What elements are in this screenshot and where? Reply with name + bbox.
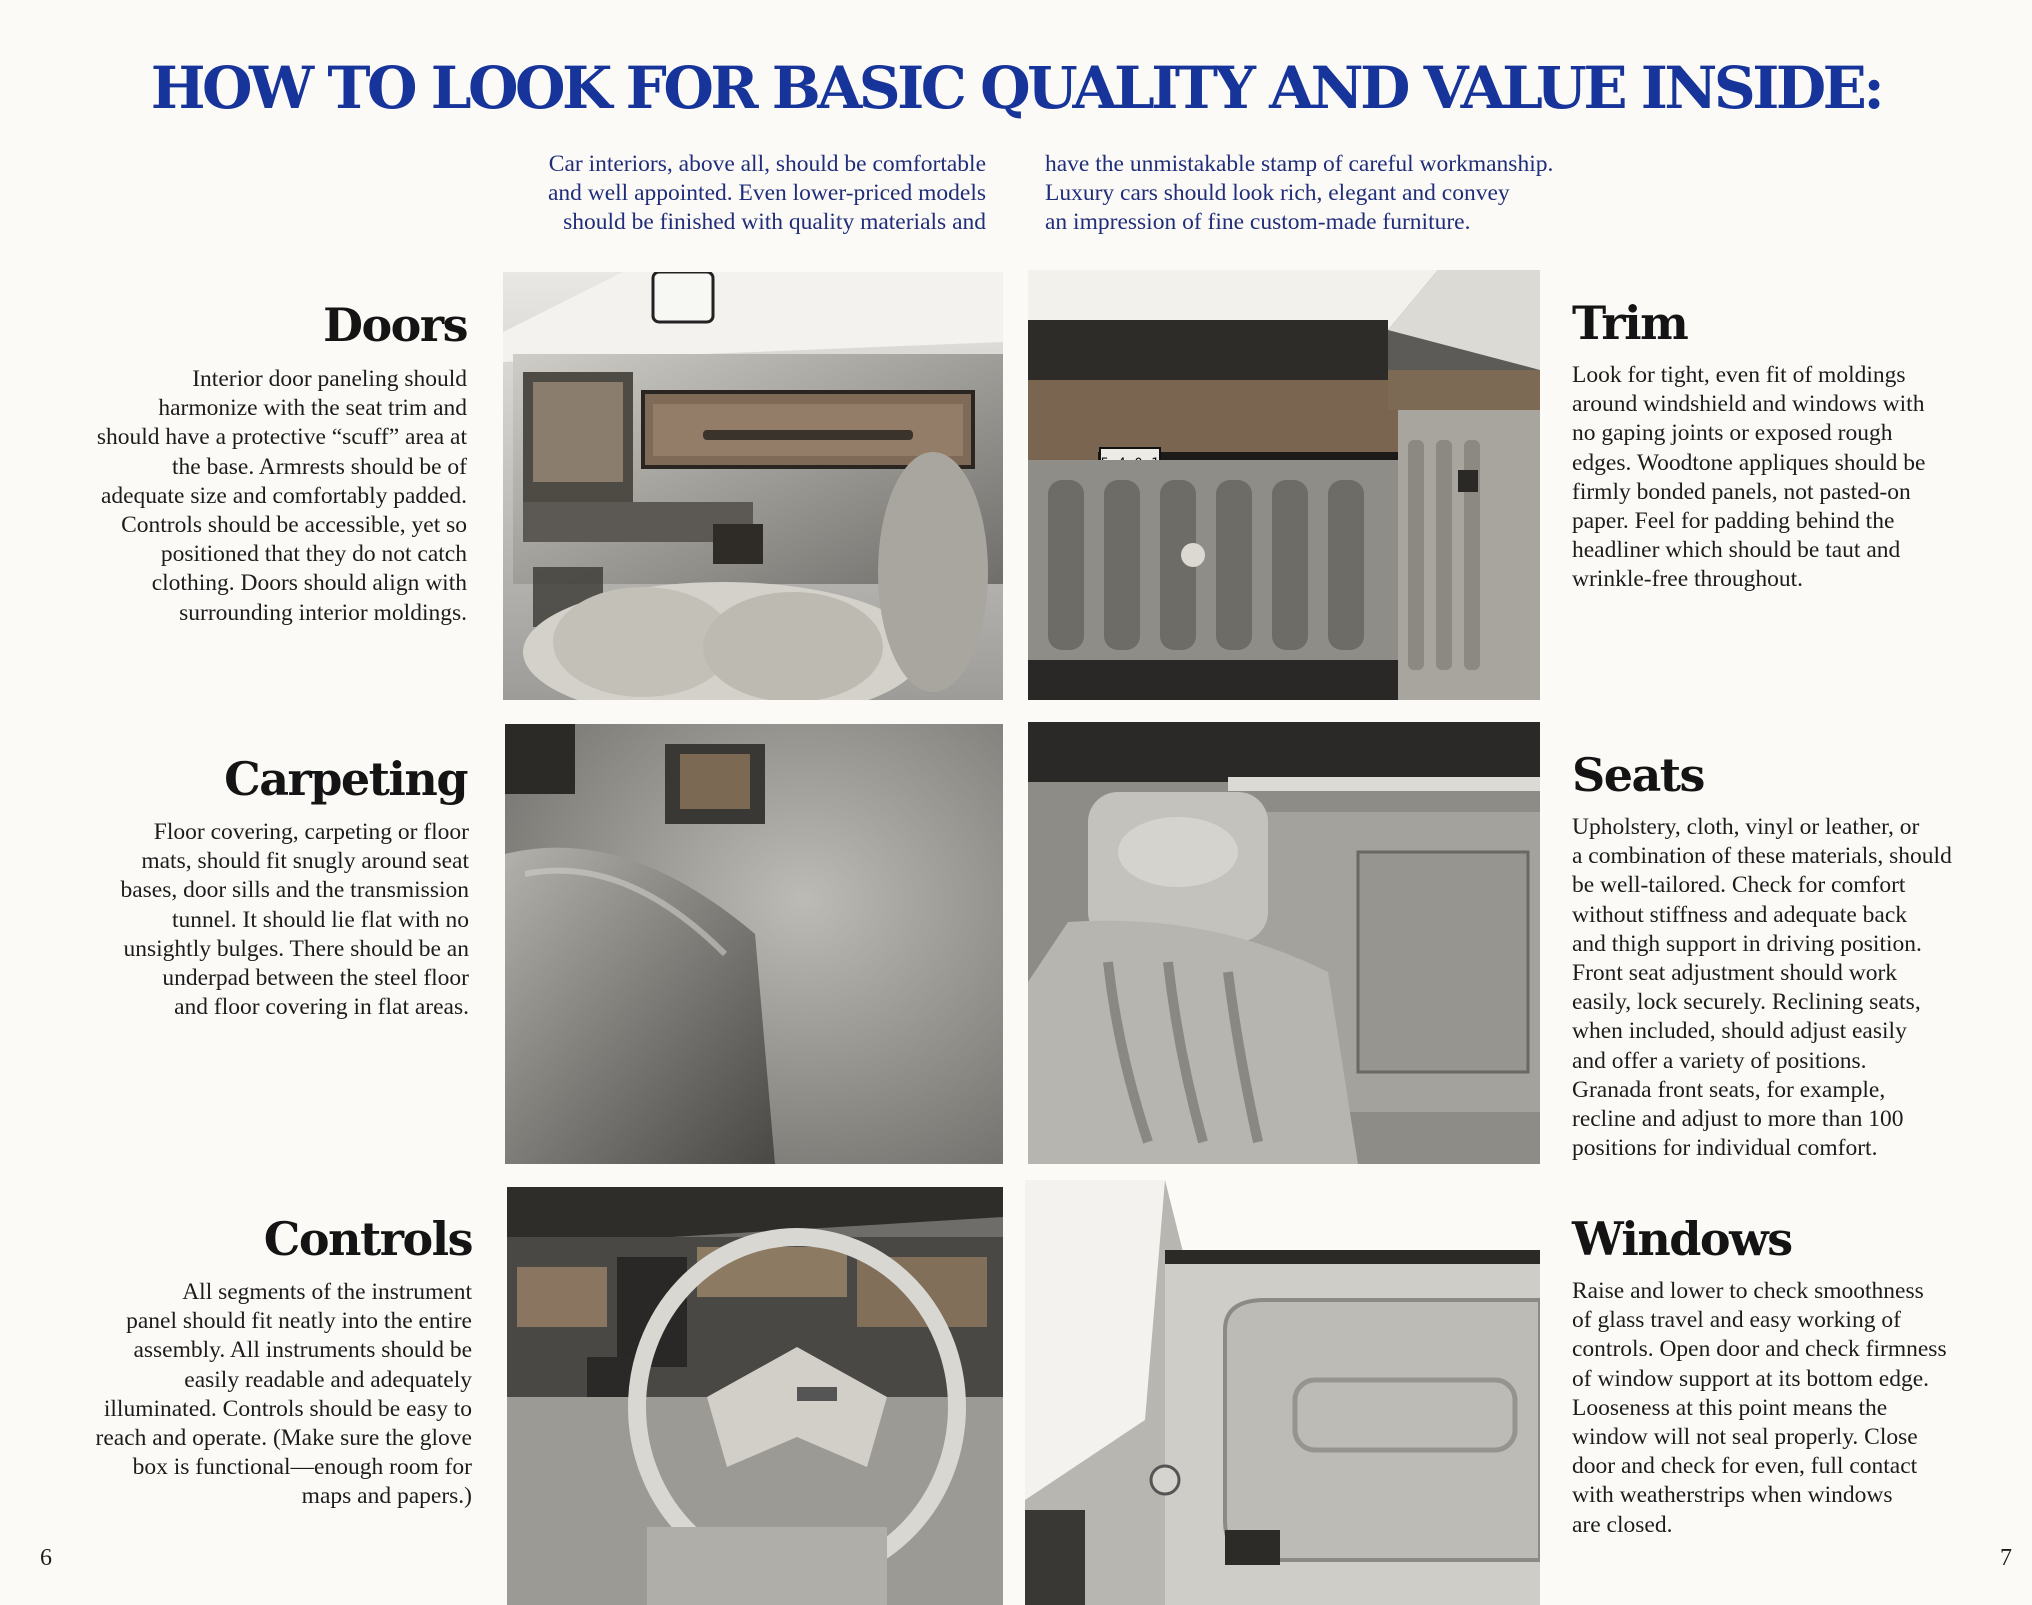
carpeting-line: underpad between the steel floor (162, 965, 469, 992)
seats-line: and thigh support in driving position. (1572, 930, 1922, 957)
seats-text (1572, 813, 1952, 1163)
windows-photo-illustration (1025, 1180, 1540, 1605)
intro-line: should be finished with quality materials and (563, 209, 986, 235)
trim-photo-illustration (1028, 270, 1540, 700)
doors-photo (503, 272, 1003, 700)
seats-line: when included, should adjust easily (1572, 1018, 1907, 1045)
seats-line: and offer a variety of positions. (1572, 1047, 1867, 1074)
doors-line: Interior door paneling should (192, 366, 467, 392)
carpeting-line: tunnel. It should lie flat with no (172, 906, 469, 933)
controls-line: box is functional—enough room for (132, 1454, 472, 1481)
intro-line: have the unmistakable stamp of careful workmanship. (1045, 151, 1554, 177)
intro-line: an impression of fine custom-made furniture. (1045, 209, 1471, 235)
trim-line: paper. Feel for padding behind the (1572, 508, 1895, 535)
page-headline: HOW TO LOOK FOR BASIC QUALITY AND VALUE INSIDE: (150, 54, 1882, 122)
windows-line: Looseness at this point means the (1572, 1394, 1888, 1421)
doors-line: clothing. Doors should align with (151, 570, 467, 597)
trim-line: wrinkle-free throughout. (1572, 566, 1804, 593)
doors-line: positioned that they do not catch (160, 541, 467, 568)
intro-left-column (548, 150, 986, 237)
intro-right-column (1045, 150, 1553, 237)
controls-line: panel should fit neatly into the entire (126, 1308, 472, 1335)
windows-line: of window support at its bottom edge. (1572, 1365, 1930, 1392)
windows-line: with weatherstrips when windows (1572, 1482, 1893, 1509)
controls-line: assembly. All instruments should be (133, 1337, 472, 1364)
page-number-left: 6 (40, 1545, 52, 1571)
windows-line: of glass travel and easy working of (1572, 1307, 1901, 1334)
doors-line: should have a protective “scuff” area at (96, 424, 467, 451)
doors-line: the base. Armrests should be of (171, 453, 467, 480)
seats-line: Front seat adjustment should work (1572, 960, 1898, 987)
doors-text (97, 365, 467, 628)
controls-line: illuminated. Controls should be easy to (103, 1395, 472, 1422)
trim-line: headliner which should be taut and (1572, 537, 1901, 564)
doors-line: surrounding interior moldings. (179, 599, 467, 626)
windows-line: are closed. (1572, 1511, 1673, 1538)
carpeting-text (120, 818, 469, 1022)
controls-title: Controls (263, 1212, 472, 1266)
seats-photo-illustration (1028, 722, 1540, 1164)
carpeting-title: Carpeting (224, 752, 467, 806)
trim-line: edges. Woodtone appliques should be (1572, 449, 1926, 476)
trim-line: Look for tight, even fit of moldings (1572, 362, 1906, 388)
seats-line: positions for individual comfort. (1572, 1135, 1878, 1162)
carpeting-photo-illustration (505, 724, 1003, 1164)
controls-line: easily readable and adequately (184, 1366, 472, 1393)
seats-photo (1028, 722, 1540, 1164)
windows-line: controls. Open door and check firmness (1572, 1336, 1947, 1363)
doors-line: harmonize with the seat trim and (158, 395, 467, 422)
seats-line: recline and adjust to more than 100 (1572, 1106, 1904, 1133)
windows-text (1572, 1277, 1947, 1540)
windows-line: Raise and lower to check smoothness (1572, 1278, 1924, 1304)
windows-line: door and check for even, full contact (1572, 1453, 1918, 1480)
seats-line: a combination of these materials, should (1572, 843, 1952, 870)
trim-line: no gaping joints or exposed rough (1572, 420, 1893, 447)
windows-title: Windows (1572, 1212, 1792, 1266)
controls-text (96, 1278, 472, 1512)
seats-line: easily, lock securely. Reclining seats, (1572, 989, 1921, 1016)
windows-photo (1025, 1180, 1540, 1605)
trim-photo (1028, 270, 1540, 700)
carpeting-line: and floor covering in flat areas. (174, 994, 469, 1021)
doors-photo-illustration (503, 272, 1003, 700)
trim-line: firmly bonded panels, not pasted-on (1572, 478, 1911, 505)
trim-line: around windshield and windows with (1572, 391, 1925, 418)
seats-line: Upholstery, cloth, vinyl or leather, or (1572, 814, 1920, 840)
trim-text (1572, 361, 1925, 595)
seats-title: Seats (1572, 748, 1704, 802)
intro-line: Luxury cars should look rich, elegant and convey (1045, 180, 1510, 206)
intro-line: and well appointed. Even lower-priced models (547, 180, 986, 206)
seats-line: without stiffness and adequate back (1572, 901, 1908, 928)
doors-line: adequate size and comfortably padded. (100, 482, 467, 509)
carpeting-line: bases, door sills and the transmission (120, 877, 469, 904)
seats-line: be well-tailored. Check for comfort (1572, 872, 1906, 899)
controls-photo (507, 1187, 1003, 1605)
controls-line: maps and papers.) (301, 1483, 472, 1510)
page-number-right: 7 (2000, 1545, 2012, 1571)
seats-line: Granada front seats, for example, (1572, 1076, 1886, 1103)
doors-title: Doors (323, 298, 467, 352)
carpeting-line: Floor covering, carpeting or floor (153, 819, 469, 845)
trim-title: Trim (1572, 296, 1688, 350)
doors-line: Controls should be accessible, yet so (121, 512, 467, 539)
intro-line: Car interiors, above all, should be comfortable (548, 151, 986, 177)
windows-line: window will not seal properly. Close (1572, 1424, 1918, 1451)
carpeting-line: unsightly bulges. There should be an (123, 935, 469, 962)
controls-line: All segments of the instrument (182, 1279, 472, 1305)
carpeting-photo (505, 724, 1003, 1164)
carpeting-line: mats, should fit snugly around seat (141, 848, 469, 875)
controls-line: reach and operate. (Make sure the glove (95, 1425, 472, 1452)
controls-photo-illustration (507, 1187, 1003, 1605)
